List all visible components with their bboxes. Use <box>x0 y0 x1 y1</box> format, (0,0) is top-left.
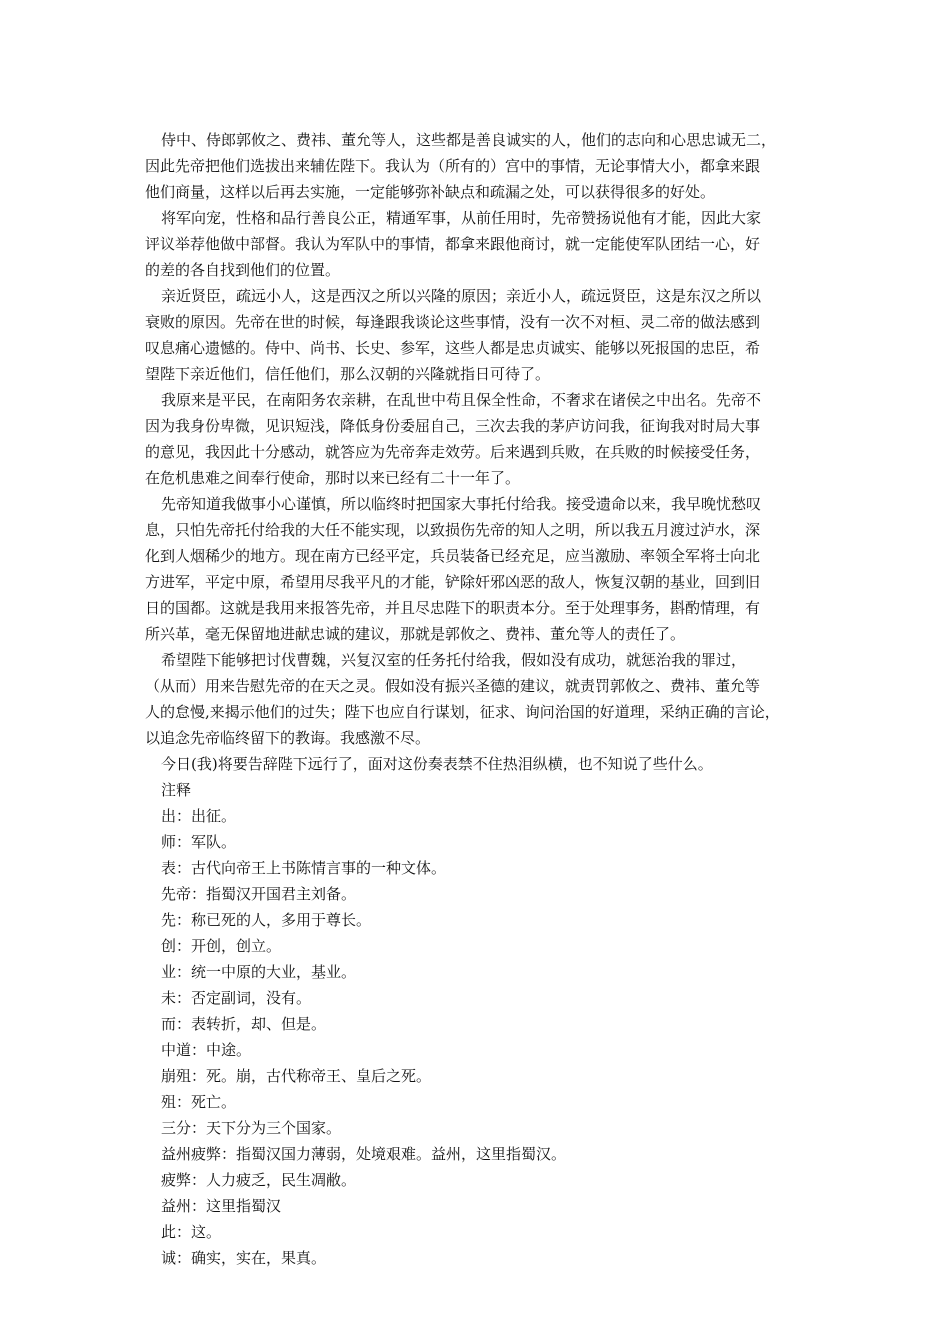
paragraph-line: 人的怠慢,来揭示他们的过失；陛下也应自行谋划，征求、询问治国的好道理，采纳正确的言论， <box>145 703 780 721</box>
paragraph-line: 所兴革，毫无保留地进献忠诚的建议，那就是郭攸之、费祎、董允等人的责任了。 <box>145 625 686 643</box>
document-body <box>145 127 833 1271</box>
note-item: 三分：天下分为三个国家。 <box>161 1119 342 1137</box>
paragraph-line: 望陛下亲近他们，信任他们，那么汉朝的兴隆就指日可待了。 <box>145 365 551 383</box>
note-item: 诚：确实，实在，果真。 <box>161 1249 327 1267</box>
note-item: 益州疲弊：指蜀汉国力薄弱，处境艰难。益州，这里指蜀汉。 <box>161 1145 567 1163</box>
note-item: 疲弊：人力疲乏，民生凋敝。 <box>161 1171 357 1189</box>
paragraph-line: 我原来是平民，在南阳务农亲耕，在乱世中苟且保全性命，不奢求在诸侯之中出名。先帝不 <box>161 391 762 409</box>
paragraph-line: 将军向宠，性格和品行善良公正，精通军事，从前任用时，先帝赞扬说他有才能，因此大家 <box>161 209 762 227</box>
paragraph-line: 希望陛下能够把讨伐曹魏，兴复汉室的任务托付给我，假如没有成功，就惩治我的罪过， <box>161 651 747 669</box>
paragraph-line: 以追念先帝临终留下的教诲。我感激不尽。 <box>145 729 431 747</box>
paragraph-line: 日的国都。这就是我用来报答先帝，并且尽忠陛下的职责本分。至于处理事务，斟酌情理，有 <box>145 599 761 617</box>
note-item: 而：表转折，却、但是。 <box>161 1015 327 1033</box>
paragraph-line: 因此先帝把他们选拔出来辅佐陛下。我认为（所有的）宫中的事情，无论事情大小，都拿来跟 <box>145 157 761 175</box>
paragraph-line: （从而）用来告慰先帝的在天之灵。假如没有振兴圣德的建议，就责罚郭攸之、费祎、董允等 <box>145 677 761 695</box>
note-item: 未：否定副词，没有。 <box>161 989 312 1007</box>
paragraph-line: 亲近贤臣，疏远小人，这是西汉之所以兴隆的原因；亲近小人，疏远贤臣，这是东汉之所以 <box>161 287 762 305</box>
paragraph-line: 先帝知道我做事小心谨慎，所以临终时把国家大事托付给我。接受遗命以来，我早晚忧愁叹 <box>161 495 762 513</box>
note-item: 师：军队。 <box>161 833 237 851</box>
note-item: 此：这。 <box>161 1223 222 1241</box>
paragraph-line: 评议举荐他做中部督。我认为军队中的事情，都拿来跟他商讨，就一定能使军队团结一心，好 <box>145 235 761 253</box>
note-item: 业：统一中原的大业，基业。 <box>161 963 357 981</box>
note-item: 崩殂：死。崩，古代称帝王、皇后之死。 <box>161 1067 432 1085</box>
note-item: 出：出征。 <box>161 807 237 825</box>
paragraph-line: 他们商量，这样以后再去实施，一定能够弥补缺点和疏漏之处，可以获得很多的好处。 <box>145 183 716 201</box>
notes-heading: 注释 <box>161 781 192 799</box>
paragraph-line: 叹息痛心遗憾的。侍中、尚书、长史、参军，这些人都是忠贞诚实、能够以死报国的忠臣，希 <box>145 339 761 357</box>
paragraph-line: 今日(我)将要告辞陛下远行了，面对这份奏表禁不住热泪纵横，也不知说了些什么。 <box>161 755 713 773</box>
note-item: 先帝：指蜀汉开国君主刘备。 <box>161 885 357 903</box>
paragraph-line: 化到人烟稀少的地方。现在南方已经平定，兵员装备已经充足，应当激励、率领全军将士向北 <box>145 547 761 565</box>
paragraph-line: 衰败的原因。先帝在世的时候，每逢跟我谈论这些事情，没有一次不对桓、灵二帝的做法感到 <box>145 313 761 331</box>
note-item: 创：开创，创立。 <box>161 937 282 955</box>
paragraph-line: 息，只怕先帝托付给我的大任不能实现，以致损伤先帝的知人之明，所以我五月渡过泸水，深 <box>145 521 761 539</box>
paragraph-line: 的意见，我因此十分感动，就答应为先帝奔走效劳。后来遇到兵败，在兵败的时候接受任务， <box>145 443 761 461</box>
paragraph-line: 侍中、侍郎郭攸之、费祎、董允等人，这些都是善良诚实的人，他们的志向和心思忠诚无二， <box>161 131 777 149</box>
note-item: 殂：死亡。 <box>161 1093 237 1111</box>
paragraph-line: 在危机患难之间奉行使命，那时以来已经有二十一年了。 <box>145 469 521 487</box>
note-item: 表：古代向帝王上书陈情言事的一种文体。 <box>161 859 447 877</box>
paragraph-line: 方进军，平定中原，希望用尽我平凡的才能，铲除奸邪凶恶的敌人，恢复汉朝的基业，回到旧 <box>145 573 761 591</box>
note-item: 益州：这里指蜀汉 <box>161 1197 282 1215</box>
paragraph-line: 的差的各自找到他们的位置。 <box>145 261 341 279</box>
paragraph-line: 因为我身份卑微，见识短浅，降低身份委屈自己，三次去我的茅庐访问我，征询我对时局大事 <box>145 417 761 435</box>
note-item: 先：称已死的人，多用于尊长。 <box>161 911 372 929</box>
note-item: 中道：中途。 <box>161 1041 252 1059</box>
